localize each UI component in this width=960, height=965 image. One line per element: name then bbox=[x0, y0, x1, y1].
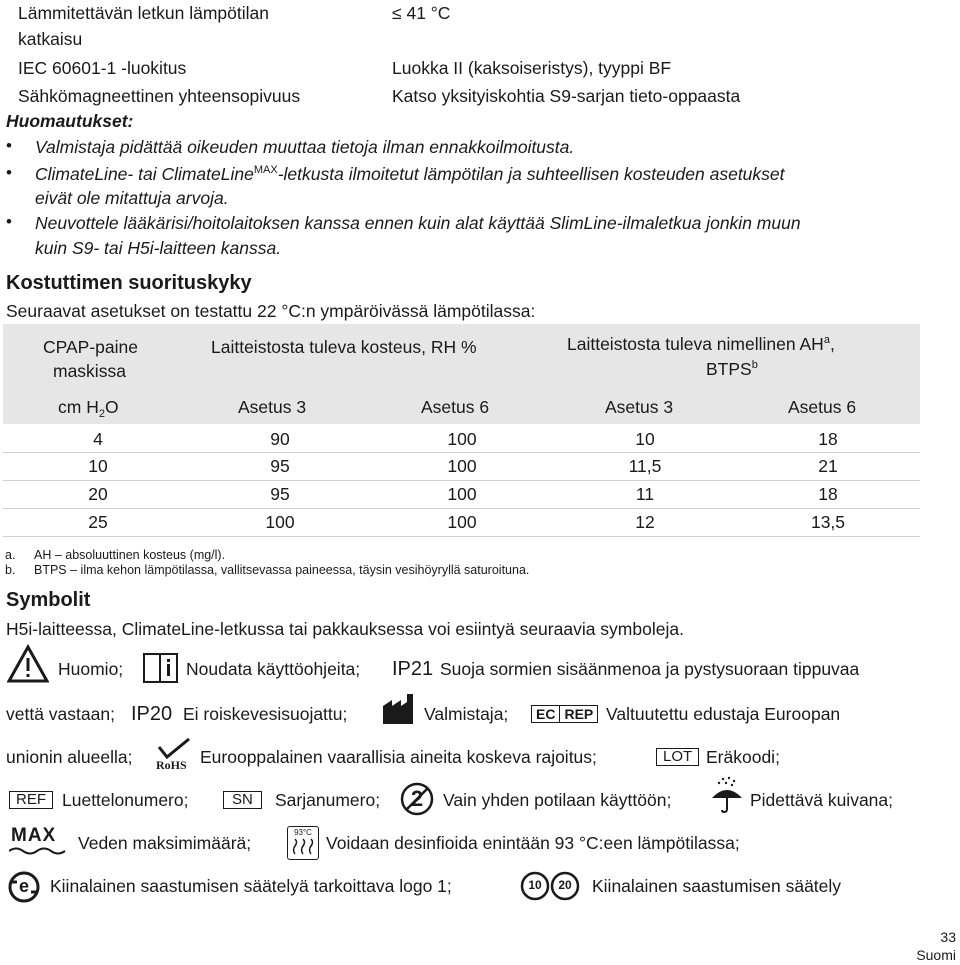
note-3-line1: Neuvottele lääkärisi/hoitolaitoksen kanssa ennen kuin alat käyttää SlimLine-ilmaletkua jonkin muun bbox=[35, 213, 801, 233]
lot-mark: LOT bbox=[656, 748, 699, 766]
ec-rep-mark: EC REP bbox=[531, 705, 598, 724]
table-subheader: Asetus 3 bbox=[605, 397, 674, 417]
footnote-b: BTPS – ilma kehon lämpötilassa, vallitsevassa paineessa, täysin vesihöyryllä saturoituna. bbox=[34, 563, 530, 577]
footnote-mark-a: a. bbox=[5, 548, 16, 562]
table-header-rh: Laitteistosta tuleva kosteus, RH % bbox=[211, 337, 477, 357]
symbols-heading: Symbolit bbox=[6, 589, 91, 611]
ip20-label: Ei roiskevesisuojattu; bbox=[183, 704, 348, 724]
table-cell: 12 bbox=[635, 512, 655, 532]
caution-label: Huomio; bbox=[58, 659, 124, 679]
table-cell: 11 bbox=[635, 484, 655, 504]
single-use-label: Vain yhden potilaan käyttöön; bbox=[443, 790, 672, 810]
note-2-line2: eivät ole mitattuja arvoja. bbox=[35, 188, 229, 208]
page-number: 33 bbox=[940, 929, 956, 945]
table-header-pressure-cont: maskissa bbox=[53, 361, 126, 381]
table-cell: 100 bbox=[447, 456, 477, 476]
caution-icon bbox=[7, 644, 49, 684]
manufacturer-label: Valmistaja; bbox=[424, 704, 509, 724]
sn-mark: SN bbox=[223, 791, 262, 809]
table-header-pressure: CPAP-paine bbox=[43, 337, 139, 357]
china-rohs-logo-1-icon: e bbox=[7, 870, 41, 904]
table-cell: 10 bbox=[635, 429, 655, 449]
single-use-icon: 2 bbox=[400, 782, 434, 816]
table-cell: 100 bbox=[447, 429, 477, 449]
keep-dry-icon bbox=[709, 776, 745, 814]
table-cell: 18 bbox=[818, 484, 838, 504]
disinfection-icon: 93°C bbox=[287, 826, 319, 860]
lot-label: Eräkoodi; bbox=[706, 747, 780, 767]
notes-heading: Huomautukset: bbox=[6, 111, 134, 131]
note-3-line2: kuin S9- tai H5i-laitteen kanssa. bbox=[35, 238, 282, 258]
rohs-label: Eurooppalainen vaarallisia aineita koskeva rajoitus; bbox=[200, 747, 597, 767]
spec-value-emc: Katso yksityiskohtia S9-sarjan tieto-oppaasta bbox=[392, 86, 741, 106]
table-cell: 11,5 bbox=[628, 456, 662, 476]
performance-heading: Kostuttimen suorituskyky bbox=[6, 272, 252, 294]
bullet-marker: • bbox=[6, 136, 12, 155]
table-row-divider bbox=[3, 508, 920, 509]
manufacturer-icon bbox=[381, 692, 417, 726]
spec-value-temp-cutoff: ≤ 41 °C bbox=[392, 3, 451, 23]
table-cell: 21 bbox=[818, 456, 838, 476]
ip21-label-cont: vettä vastaan; bbox=[6, 704, 115, 724]
table-cell: 25 bbox=[88, 512, 108, 532]
table-cell: 13,5 bbox=[810, 512, 846, 532]
symbols-intro: H5i-laitteessa, ClimateLine-letkussa tai pakkauksessa voi esiintyä seuraavia symboleja. bbox=[6, 619, 684, 639]
max-label: Veden maksimimäärä; bbox=[78, 833, 252, 853]
ec-rep-label-cont: unionin alueella; bbox=[6, 747, 133, 767]
table-unit: cm $H_2O$ bbox=[58, 397, 119, 420]
bullet-marker: • bbox=[6, 163, 12, 182]
ip20-mark: IP20 bbox=[131, 703, 173, 725]
table-cell: 18 bbox=[818, 429, 838, 449]
max-icon: MAX bbox=[9, 826, 67, 854]
table-cell: 95 bbox=[270, 484, 290, 504]
table-cell: 95 bbox=[270, 456, 290, 476]
table-cell: 20 bbox=[88, 484, 108, 504]
ip21-label: Suoja sormien sisäänmenoa ja pystysuoraan tippuvaa bbox=[440, 659, 860, 679]
disinfection-label: Voidaan desinfioida enintään 93 °C:een lämpötilassa; bbox=[326, 833, 740, 853]
ec-rep-label: Valtuutettu edustaja Euroopan bbox=[606, 704, 841, 724]
keep-dry-label: Pidettävä kuivana; bbox=[750, 790, 894, 810]
footnote-mark-b: b. bbox=[5, 563, 16, 577]
spec-label-iec: IEC 60601-1 -luokitus bbox=[18, 58, 187, 78]
rohs-icon: RoHS bbox=[155, 737, 193, 775]
language-label: Suomi bbox=[916, 947, 956, 963]
sn-label: Sarjanumero; bbox=[275, 790, 381, 810]
table-cell: 4 bbox=[93, 429, 103, 449]
footnote-a: AH – absoluuttinen kosteus (mg/l). bbox=[34, 548, 226, 562]
spec-label-emc: Sähkömagneettinen yhteensopivuus bbox=[18, 86, 301, 106]
spec-value-iec: Luokka II (kaksoiseristys), tyyppi BF bbox=[392, 58, 672, 78]
china-rohs-logo-2-icon: 10 20 bbox=[519, 870, 583, 902]
table-row-divider bbox=[3, 452, 920, 453]
table-row-divider bbox=[3, 536, 920, 537]
note-2-line1: ClimateLine- tai ClimateLine$^{MAX}$-letkusta ilmoitetut lämpötilan ja suhteellisen kosteuden asetukset bbox=[35, 164, 785, 184]
table-cell: 10 bbox=[88, 456, 108, 476]
spec-label-temp-cutoff-cont: katkaisu bbox=[18, 29, 83, 49]
instructions-label: Noudata käyttöohjeita; bbox=[186, 659, 361, 679]
china-rohs-logo-2-label: Kiinalainen saastumisen säätely bbox=[592, 876, 842, 896]
bullet-marker: • bbox=[6, 212, 12, 231]
table-header-ah: Laitteistosta tuleva nimellinen $AH^a$, bbox=[567, 334, 835, 354]
instructions-icon bbox=[142, 650, 180, 686]
table-subheader: Asetus 6 bbox=[788, 397, 857, 417]
table-header-btps: BTPS$^b$ bbox=[706, 359, 758, 379]
ip21-mark: IP21 bbox=[392, 658, 434, 680]
china-rohs-logo-1-label: Kiinalainen saastumisen säätelyä tarkoittava logo 1; bbox=[50, 876, 452, 896]
note-1: Valmistaja pidättää oikeuden muuttaa tietoja ilman ennakkoilmoitusta. bbox=[35, 137, 575, 157]
table-cell: 90 bbox=[270, 429, 290, 449]
table-subheader: Asetus 6 bbox=[421, 397, 490, 417]
table-row-divider bbox=[3, 480, 920, 481]
table-cell: 100 bbox=[447, 512, 477, 532]
ref-mark: REF bbox=[9, 791, 53, 809]
table-cell: 100 bbox=[265, 512, 295, 532]
table-subheader: Asetus 3 bbox=[238, 397, 307, 417]
ref-label: Luettelonumero; bbox=[62, 790, 189, 810]
performance-intro: Seuraavat asetukset on testattu 22 °C:n ympäröivässä lämpötilassa: bbox=[6, 301, 536, 321]
spec-label-temp-cutoff: Lämmitettävän letkun lämpötilan bbox=[18, 3, 269, 23]
table-cell: 100 bbox=[447, 484, 477, 504]
